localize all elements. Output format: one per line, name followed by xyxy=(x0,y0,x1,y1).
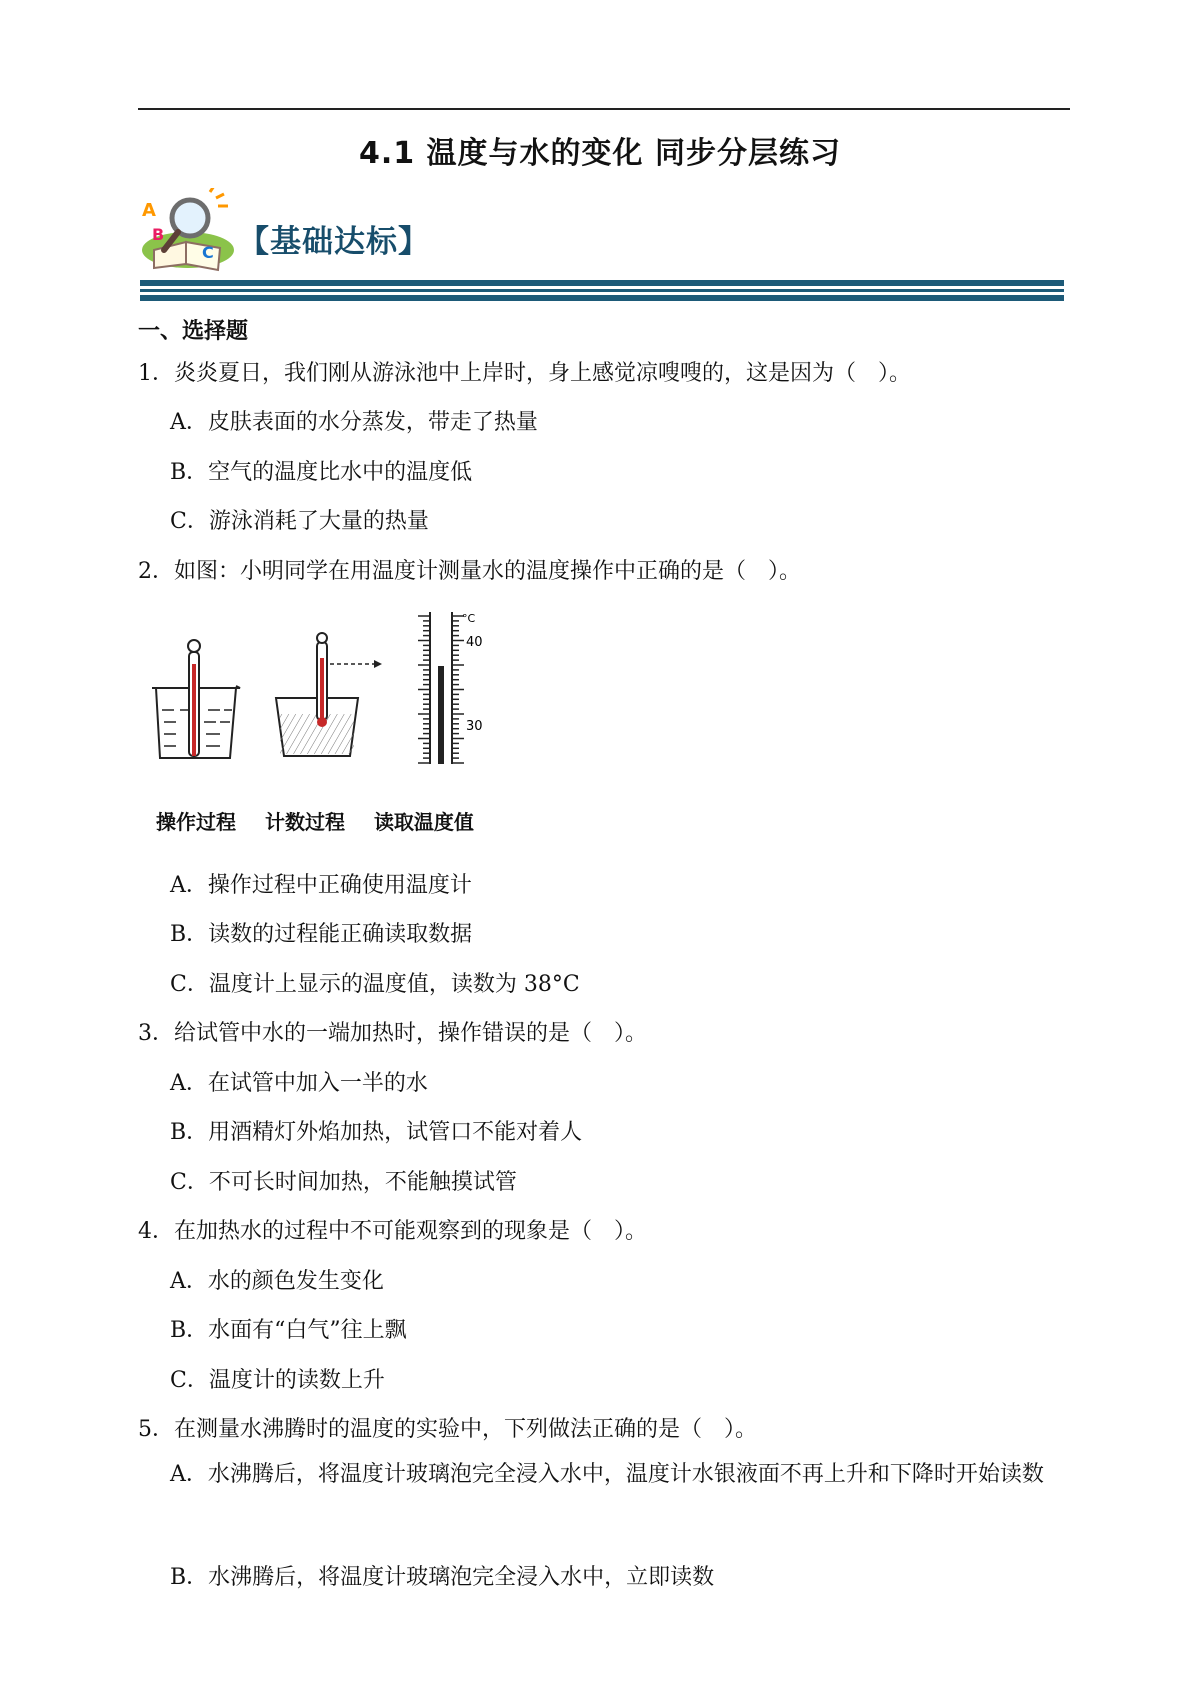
magnifier-book-logo xyxy=(140,188,240,274)
answer-option: A．水沸腾后，将温度计玻璃泡完全浸入水中，温度计水银液面不再上升和下降时开始读数 xyxy=(170,1462,1044,1487)
answer-option: C．不可长时间加热，不能触摸试管 xyxy=(170,1170,517,1195)
answer-option: C．游泳消耗了大量的热量 xyxy=(170,509,429,534)
question-stem: 4．在加热水的过程中不可能观察到的现象是（ ）。 xyxy=(138,1219,647,1244)
caption-operation: 操作过程 xyxy=(156,810,236,834)
svg-text:C: C xyxy=(202,243,214,262)
answer-option: B．用酒精灯外焰加热，试管口不能对着人 xyxy=(170,1120,583,1145)
beaker-reading-illustration xyxy=(276,633,382,756)
question-stem: 5．在测量水沸腾时的温度的实验中，下列做法正确的是（ ）。 xyxy=(138,1417,757,1442)
section-banner xyxy=(140,188,1080,298)
scale-unit-label: °C xyxy=(462,612,476,625)
figure-captions xyxy=(156,806,496,835)
thermometer-scale-illustration xyxy=(418,612,483,764)
svg-text:B: B xyxy=(152,225,165,244)
question-stem: 1．炎炎夏日，我们刚从游泳池中上岸时，身上感觉凉嗖嗖的，这是因为（ ）。 xyxy=(138,361,911,386)
banner-divider xyxy=(140,280,1064,301)
caption-reading: 计数过程 xyxy=(264,810,345,834)
answer-option: A．操作过程中正确使用温度计 xyxy=(170,873,472,898)
answer-option: C．温度计的读数上升 xyxy=(170,1368,385,1393)
answer-option: B．读数的过程能正确读取数据 xyxy=(170,922,473,947)
answer-option: A．水的颜色发生变化 xyxy=(170,1269,384,1294)
scale-label-40: 40 xyxy=(466,635,483,650)
question-stem: 3．给试管中水的一端加热时，操作错误的是（ ）。 xyxy=(138,1021,647,1046)
answer-option: B．空气的温度比水中的温度低 xyxy=(170,460,473,485)
answer-option: A．皮肤表面的水分蒸发，带走了热量 xyxy=(170,410,538,435)
banner-label: 【基础达标】 xyxy=(238,224,430,260)
answer-option: B．水沸腾后，将温度计玻璃泡完全浸入水中，立即读数 xyxy=(170,1565,715,1590)
thermometer-figure xyxy=(150,606,510,776)
section-heading: 一、选择题 xyxy=(138,319,249,344)
header-rule xyxy=(138,108,1070,110)
svg-text:A: A xyxy=(142,200,156,221)
question-stem: 2．如图：小明同学在用温度计测量水的温度操作中正确的是（ ）。 xyxy=(138,559,801,584)
page-title: 4.1 温度与水的变化 同步分层练习 xyxy=(358,136,842,171)
beaker-operation-illustration xyxy=(152,640,240,758)
answer-option: C．温度计上显示的温度值，读数为 38°C xyxy=(170,972,580,997)
answer-option: B．水面有“白气”往上飘 xyxy=(170,1318,407,1343)
caption-value: 读取温度值 xyxy=(373,810,474,834)
scale-label-30: 30 xyxy=(466,719,483,734)
answer-option: A．在试管中加入一半的水 xyxy=(170,1071,428,1096)
